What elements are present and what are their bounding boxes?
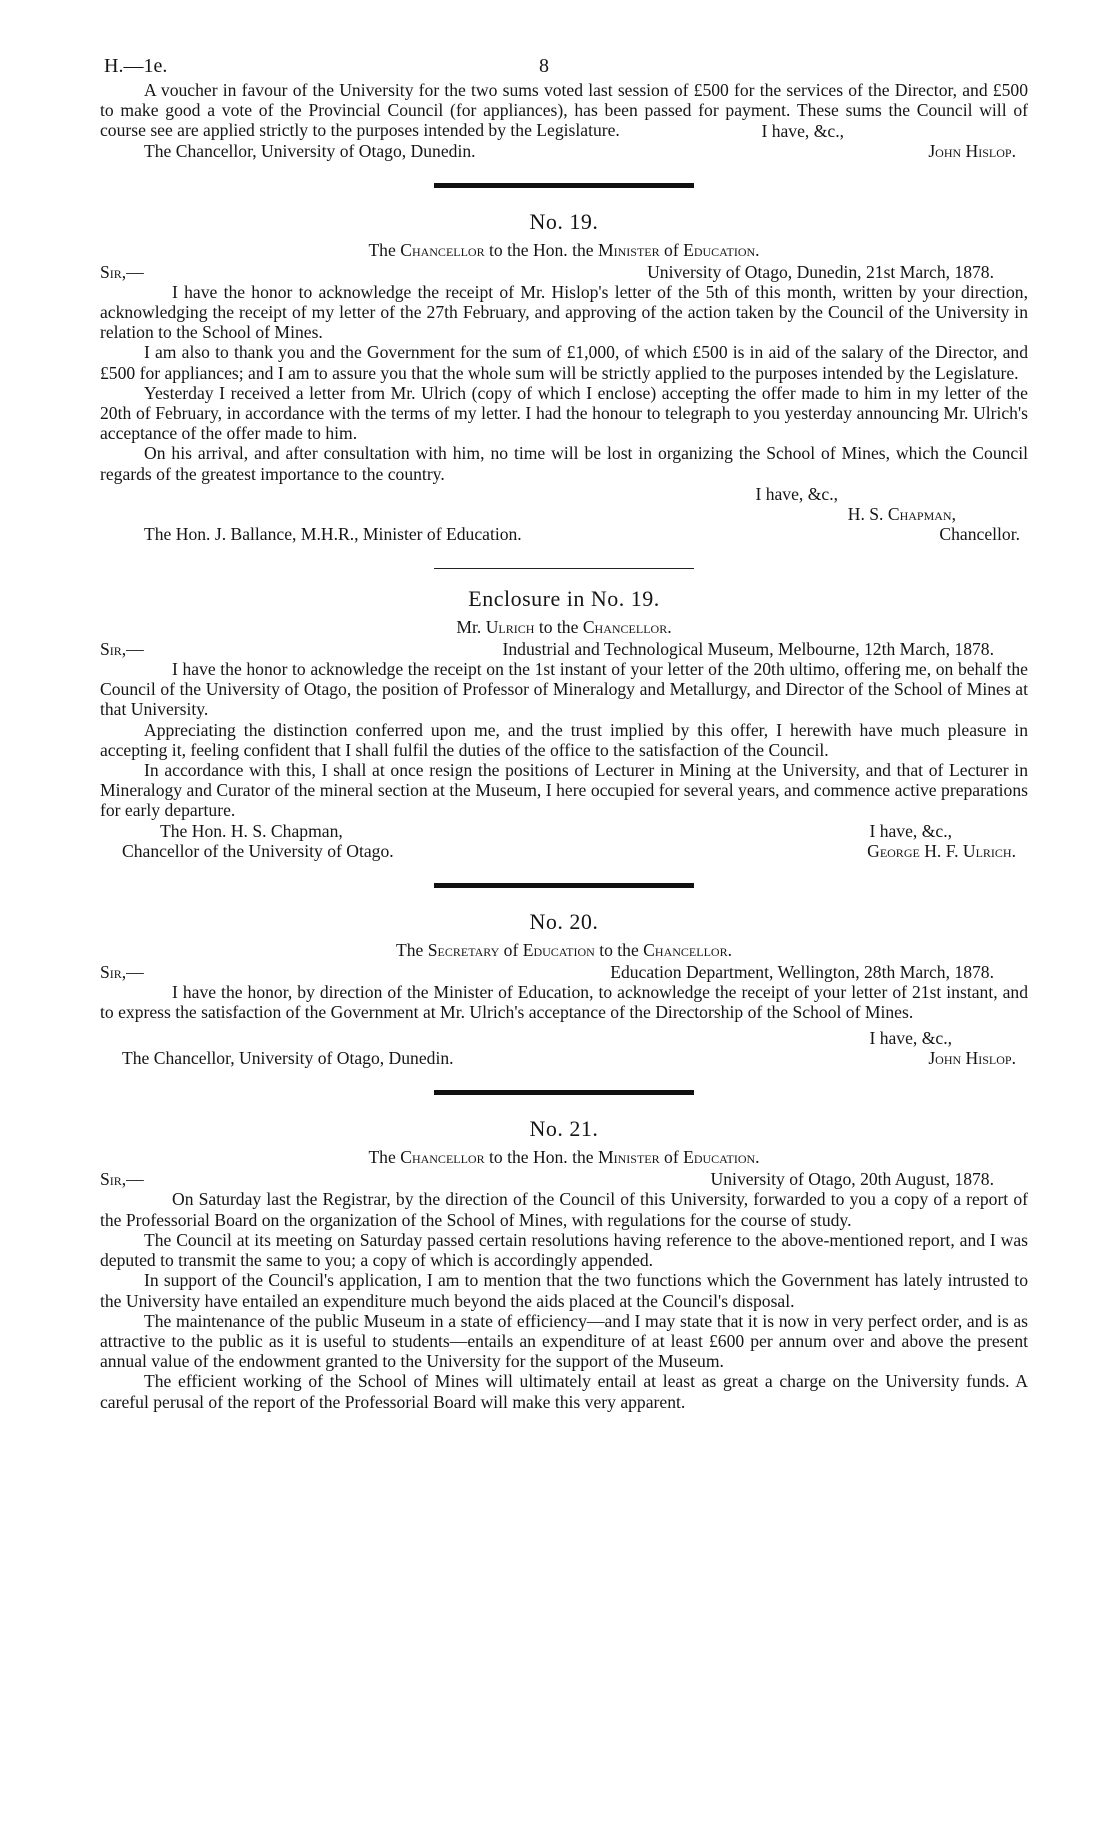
paragraph: Appreciating the distinction conferred upon me, and the trust implied by this offer, I herewith have much pleasure in accepting it, feeling confident that I shall fulfil the duties of the office to the satisfaction of the Council. [100, 719, 1028, 760]
signature: John Hislop. [928, 1048, 1016, 1069]
letter-heading: No. 20. [529, 908, 599, 934]
closing: I have, &c., [755, 483, 838, 504]
page-header [104, 56, 1024, 82]
parliamentary-paper-ref: H.—1e. [104, 55, 168, 77]
addressee: The Chancellor, University of Otago, Dunedin. [144, 140, 476, 161]
salutation: Sir,— [100, 1169, 144, 1190]
addressee-row-2 [100, 841, 1028, 861]
letter-from-to: The Secretary of Education to the Chancellor. [396, 939, 732, 960]
closing-row [100, 121, 1028, 141]
top-letter [100, 80, 1028, 161]
paragraph: In accordance with this, I shall at once resign the positions of Lecturer in Mining at the University, and that of Lecturer in Mineralogy and Curator of the mineral section at the Museum, I here occupied for several years, and commence active preparations for early departure. [100, 760, 1028, 821]
letter-from-to: The Chancellor to the Hon. the Minister of Education. [368, 1147, 760, 1168]
letter-from-to: Mr. Ulrich to the Chancellor. [456, 616, 672, 637]
closing: I have, &c., [869, 820, 952, 841]
salutation: Sir,— [100, 961, 144, 982]
paragraph: On Saturday last the Registrar, by the direction of the Council of this University, forwarded to you a copy of a report of the Professorial Board on the organization of the School of Mines, with regulations for the course of study. [100, 1189, 1028, 1230]
place-date: Industrial and Technological Museum, Melbourne, 12th March, 1878. [502, 639, 994, 660]
section-divider [434, 183, 694, 188]
salutation-row [100, 1169, 1028, 1189]
addressee-row [100, 141, 1028, 161]
section-divider [434, 883, 694, 888]
place-date: University of Otago, 20th August, 1878. [710, 1169, 994, 1190]
addressee-line-2: Chancellor of the University of Otago. [122, 840, 394, 861]
salutation: Sir,— [100, 261, 144, 282]
closing-row [100, 484, 1028, 504]
place-date: Education Department, Wellington, 28th March, 1878. [610, 961, 994, 982]
addressee-row [100, 1048, 1028, 1068]
paragraph: I have the honor, by direction of the Minister of Education, to acknowledge the receipt of your letter of 21st instant, and to express the satisfaction of the Government at Mr. Ulrich's acceptance of the Directorship of the School of Mines. [100, 981, 1028, 1023]
letter-no-20 [100, 908, 1028, 1069]
letter-heading: No. 21. [529, 1116, 599, 1142]
place-date: University of Otago, Dunedin, 21st March, 1878. [647, 261, 994, 282]
signature: H. S. Chapman, [847, 503, 956, 524]
paragraph: On his arrival, and after consultation with him, no time will be lost in organizing the School of Mines, which the Council regards of the greatest importance to the country. [100, 443, 1028, 484]
paragraph: The efficient working of the School of Mines will ultimately entail at least as great a charge on the University funds. A careful perusal of the report of the Professorial Board will make this very apparent. [100, 1371, 1028, 1412]
letter-no-21 [100, 1115, 1028, 1411]
section-divider [434, 1090, 694, 1095]
addressee: The Chancellor, University of Otago, Dunedin. [122, 1048, 454, 1069]
signature-title: Chancellor. [939, 523, 1020, 544]
salutation-row [100, 262, 1028, 282]
addressee: The Hon. H. S. Chapman, [160, 820, 343, 841]
letter-heading: No. 19. [529, 208, 599, 234]
salutation-row [100, 639, 1028, 659]
paragraph: I have the honor to acknowledge the receipt on the 1st instant of your letter of the 20th ultimo, offering me, on behalf the Council of the University of Otago, the position of Professor of Mineralogy and Metallurgy, and Director of the School of Mines at that University. [100, 659, 1028, 720]
signature-row [100, 504, 1028, 524]
paragraph: Yesterday I received a letter from Mr. Ulrich (copy of which I enclose) accepting the offer made to him in my letter of the 20th of February, in accordance with the terms of my letter. I had the honour to telegraph to you yesterday announcing Mr. Ulrich's acceptance of the offer made to him. [100, 382, 1028, 444]
paragraph: In support of the Council's application, I am to mention that the two functions which the Government has lately intrusted to the University have entailed an expenditure much beyond the aids placed at the Council's disposal. [100, 1270, 1028, 1311]
salutation: Sir,— [100, 639, 144, 660]
closing: I have, &c., [761, 120, 844, 141]
section-divider [434, 568, 694, 569]
enclosure-heading: Enclosure in No. 19. [468, 585, 660, 611]
document-body [100, 80, 1028, 1412]
letter-from-to: The Chancellor to the Hon. the Minister of Education. [368, 239, 760, 260]
paragraph: The Council at its meeting on Saturday passed certain resolutions having reference to the above-mentioned report, and I was deputed to transmit the same to you; a copy of which is accordingly appended. [100, 1229, 1028, 1271]
addressee: The Hon. J. Ballance, M.H.R., Minister of Education. [144, 523, 522, 544]
signature: George H. F. Ulrich. [867, 840, 1016, 861]
paragraph: A voucher in favour of the University for the two sums voted last session of £500 for the services of the Director, and £500 to make good a vote of the Provincial Council (for appliances), has been passed for payment. These sums the Council will of course see are applied strictly to the purposes intended by the Legislature. [100, 80, 1028, 141]
paragraph: I am also to thank you and the Government for the sum of £1,000, of which £500 is in aid of the salary of the Director, and £500 for appliances; and I am to assure you that the whole sum will be strictly applied to the purposes intended by the Legislature. [100, 342, 1028, 383]
closing-row [100, 1028, 1028, 1048]
addressee-row [100, 821, 1028, 841]
page-number: 8 [539, 55, 549, 77]
letter-no-19 [100, 208, 1028, 544]
closing: I have, &c., [869, 1028, 952, 1049]
enclosure-no-19 [100, 585, 1028, 861]
signature: John Hislop. [928, 140, 1016, 161]
paragraph: The maintenance of the public Museum in a state of efficiency—and I may state that it is now in very perfect order, and is as attractive to the public as it is useful to students—entails an expenditure of at least £600 per annum over and above the present annual value of the endowment granted to the University for the support of the Museum. [100, 1310, 1028, 1372]
addressee-row [100, 524, 1028, 544]
salutation-row [100, 962, 1028, 982]
paragraph: I have the honor to acknowledge the receipt of Mr. Hislop's letter of the 5th of this month, written by your direction, acknowledging the receipt of my letter of the 27th February, and approving of the action taken by the Council of the University in relation to the School of Mines. [100, 281, 1028, 343]
